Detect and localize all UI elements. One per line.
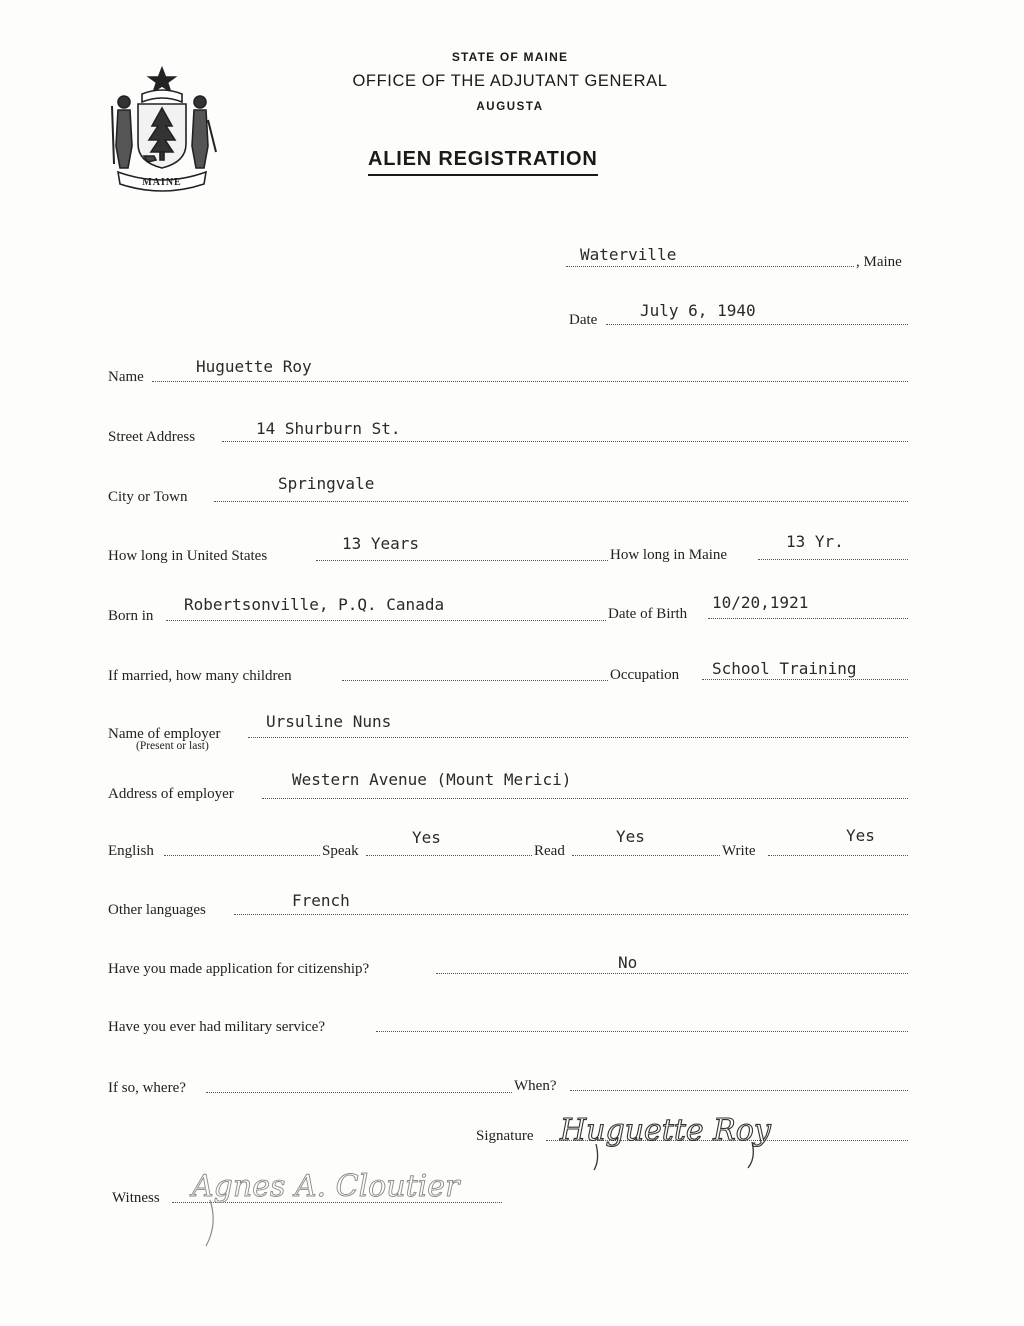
how-long-maine-line [758, 559, 908, 560]
born-in-label: Born in [108, 608, 154, 624]
date-of-birth-label: Date of Birth [608, 606, 688, 622]
read-label: Read [534, 843, 565, 859]
read-value[interactable]: Yes [616, 827, 645, 846]
witness-handwriting [188, 1150, 538, 1250]
employer-label: Name of employer [108, 726, 221, 742]
maine-state-seal-icon [104, 64, 220, 192]
date-of-birth-line [708, 618, 908, 619]
speak-label: Speak [322, 843, 359, 859]
witness-label: Witness [112, 1190, 160, 1206]
speak-value[interactable]: Yes [412, 828, 441, 847]
employer-sublabel: (Present or last) [136, 740, 209, 752]
header-office: OFFICE OF THE ADJUTANT GENERAL [352, 72, 668, 90]
header-state: STATE OF MAINE [451, 50, 569, 64]
employer-address-value[interactable]: Western Avenue (Mount Merici) [292, 770, 572, 789]
other-languages-value[interactable]: French [292, 891, 350, 910]
name-label: Name [108, 369, 144, 385]
citizenship-label: Have you made application for citizenship? [108, 961, 370, 977]
form-title: ALIEN REGISTRATION [368, 148, 598, 176]
when-label: When? [514, 1078, 557, 1094]
name-line [152, 381, 908, 382]
header-city: AUGUSTA [476, 101, 544, 113]
born-in-value[interactable]: Robertsonville, P.Q. Canada [184, 595, 445, 614]
english-label: English [108, 843, 154, 859]
street-address-value[interactable]: 14 Shurburn St. [256, 419, 401, 438]
when-line [570, 1090, 908, 1091]
town-value[interactable]: Waterville [580, 245, 677, 264]
write-value[interactable]: Yes [846, 826, 875, 845]
employer-value[interactable]: Ursuline Nuns [266, 712, 392, 731]
write-line [768, 855, 908, 856]
other-languages-label: Other languages [108, 902, 206, 918]
military-label: Have you ever had military service? [108, 1019, 325, 1035]
seal-banner-text: MAINE [142, 177, 182, 188]
signature-label: Signature [476, 1128, 534, 1144]
employer-address-line [262, 798, 908, 799]
street-address-line [222, 441, 908, 442]
children-label: If married, how many children [108, 668, 292, 684]
write-label: Write [722, 843, 756, 859]
how-long-us-value[interactable]: 13 Years [342, 534, 420, 553]
signature-value: Huguette Roy [560, 1113, 771, 1148]
speak-line [366, 855, 532, 856]
english-line [164, 855, 320, 856]
date-of-birth-value[interactable]: 10/20,1921 [712, 593, 809, 612]
children-line [342, 680, 608, 681]
employer-address-label: Address of employer [108, 786, 234, 802]
how-long-us-line [316, 560, 608, 561]
city-label: City or Town [108, 489, 188, 505]
how-long-us-label: How long in United States [108, 548, 268, 564]
date-label: Date [569, 312, 598, 328]
occupation-label: Occupation [610, 667, 680, 683]
town-suffix: , Maine [856, 254, 902, 270]
other-languages-line [234, 914, 908, 915]
city-line [214, 501, 908, 502]
witness-value: Agnes A. Cloutier [192, 1169, 460, 1204]
signature-handwriting [556, 1100, 796, 1172]
citizenship-line [436, 973, 908, 974]
read-line [572, 855, 720, 856]
city-value[interactable]: Springvale [278, 474, 375, 493]
military-line [376, 1031, 908, 1032]
town-line [566, 266, 854, 267]
street-address-label: Street Address [108, 429, 196, 445]
name-value[interactable]: Huguette Roy [196, 357, 312, 376]
date-value[interactable]: July 6, 1940 [640, 301, 756, 320]
where-label: If so, where? [108, 1080, 186, 1096]
citizenship-value[interactable]: No [618, 953, 638, 972]
employer-line [248, 737, 908, 738]
occupation-value[interactable]: School Training [712, 659, 857, 678]
occupation-line [702, 679, 908, 680]
date-line [606, 324, 908, 325]
how-long-maine-label: How long in Maine [610, 547, 728, 563]
how-long-maine-value[interactable]: 13 Yr. [786, 532, 844, 551]
where-line [206, 1092, 512, 1093]
born-in-line [166, 620, 606, 621]
